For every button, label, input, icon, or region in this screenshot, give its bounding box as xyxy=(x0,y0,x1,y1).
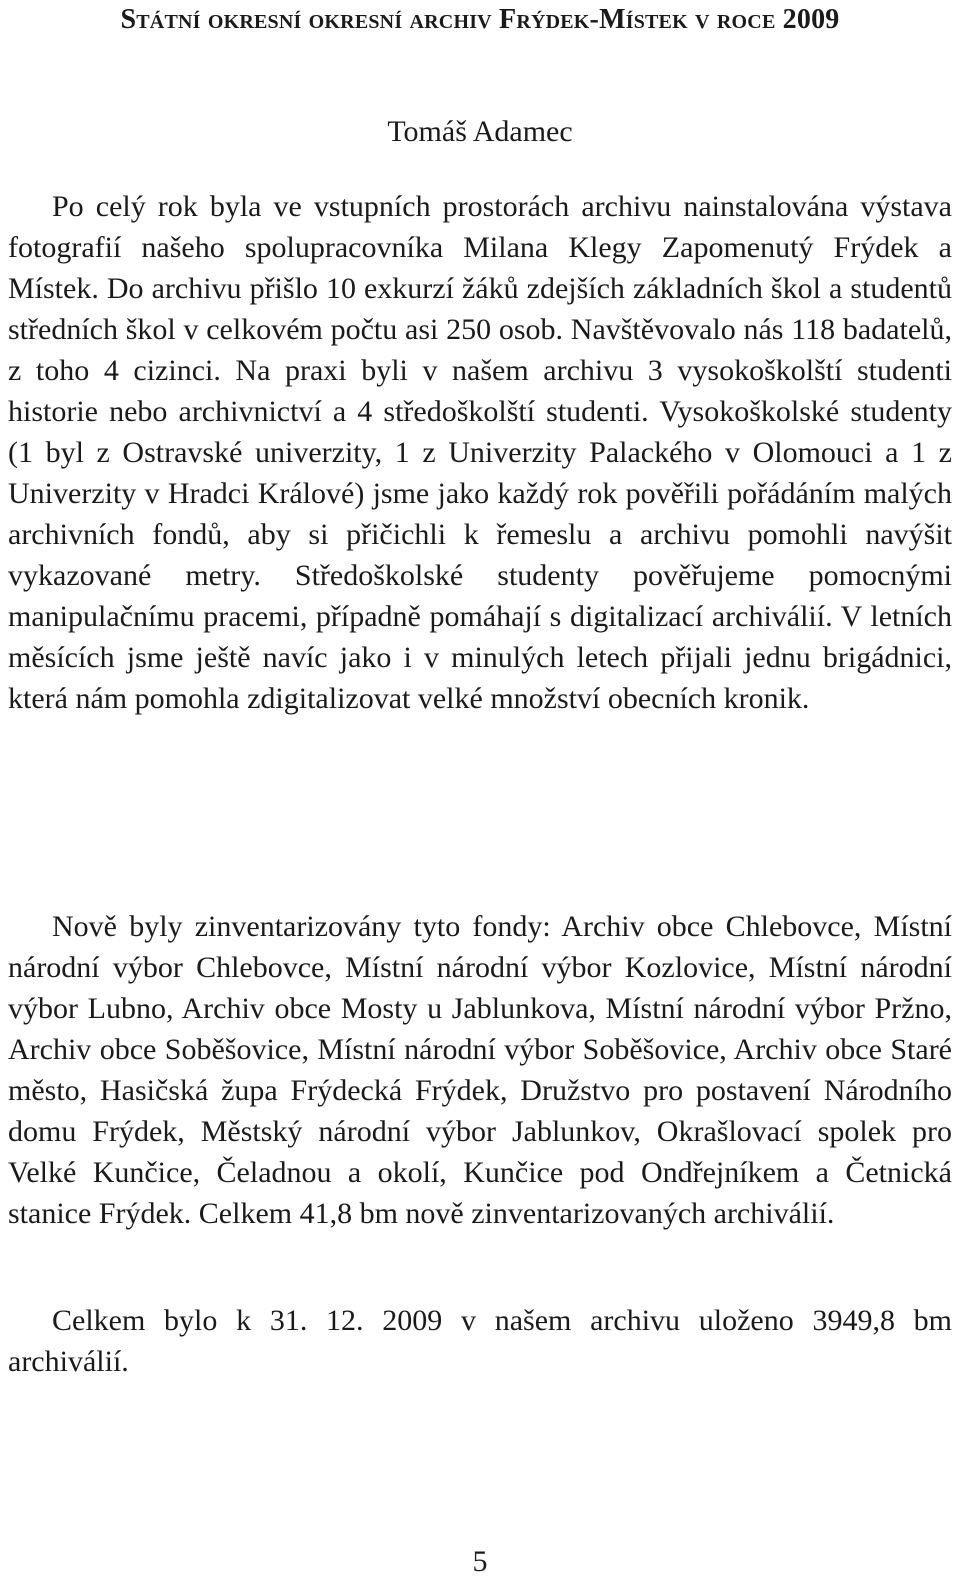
author-name: Tomáš Adamec xyxy=(387,115,573,148)
page-number: 5 xyxy=(472,1545,488,1578)
paragraph-inventoried-fonds: Nově byly zinventarizovány tyto fondy: Archiv obce Chlebovce, Místní národní výbor Chlebovce, Místní národní výbor Kozlovice, Místní národní výbor Lubno, Archiv obce Mosty u Jablunkova, Místní národní výbor Pržno, Archiv obce Soběšovice, Místní národní výbor Soběšovice, Archiv obce Staré město, Hasičská župa Frýdecká Frýdek, Družstvo pro postavení Národního domu Frýdek, Městský národní výbor Jablunkov, Okrašlovací spolek pro Velké Kunčice, Čeladnou a okolí, Kunčice pod Ondřejníkem a Četnická stanice Frýdek. Celkem 41,8 bm nově zinventarizovaných archiválií. xyxy=(8,910,952,1230)
paragraph-total-holdings: Celkem bylo k 31. 12. 2009 v našem archivu uloženo 3949,8 bm archiválií. xyxy=(8,1304,952,1378)
page-title: Státní okresní okresní archiv Frýdek-Místek v roce 2009 xyxy=(120,4,840,35)
paragraph-activities: Po celý rok byla ve vstupních prostorách archivu nainstalována výstava fotografií našeho spolupracovníka Milana Klegy Zapomenutý Frýdek a Místek. Do archivu přišlo 10 exkurzí žáků zdejších základních škol a studentů středních škol v celkovém počtu asi 250 osob. Navštěvovalo nás 118 badatelů, z toho 4 cizinci. Na praxi byli v našem archivu 3 vysokoškolští studenti historie nebo archivnictví a 4 středoškolští studenti. Vysokoškolské studenty (1 byl z Ostravské univerzity, 1 z Univerzity Palackého v Olomouci a 1 z Univerzity v Hradci Králové) jsme jako každý rok pověřili pořádáním malých archivních fondů, aby si přičichli k řemeslu a archivu pomohli navýšit vykazované metry. Středoškolské studenty pověřujeme pomocnými manipulačnímu pracemi, případně pomáhají s digitalizací archiválií. V letních měsících jsme ještě navíc jako i v minulých letech přijali jednu brigádnici, která nám pomohla zdigitalizovat velké množství obecních kronik. xyxy=(8,190,952,715)
